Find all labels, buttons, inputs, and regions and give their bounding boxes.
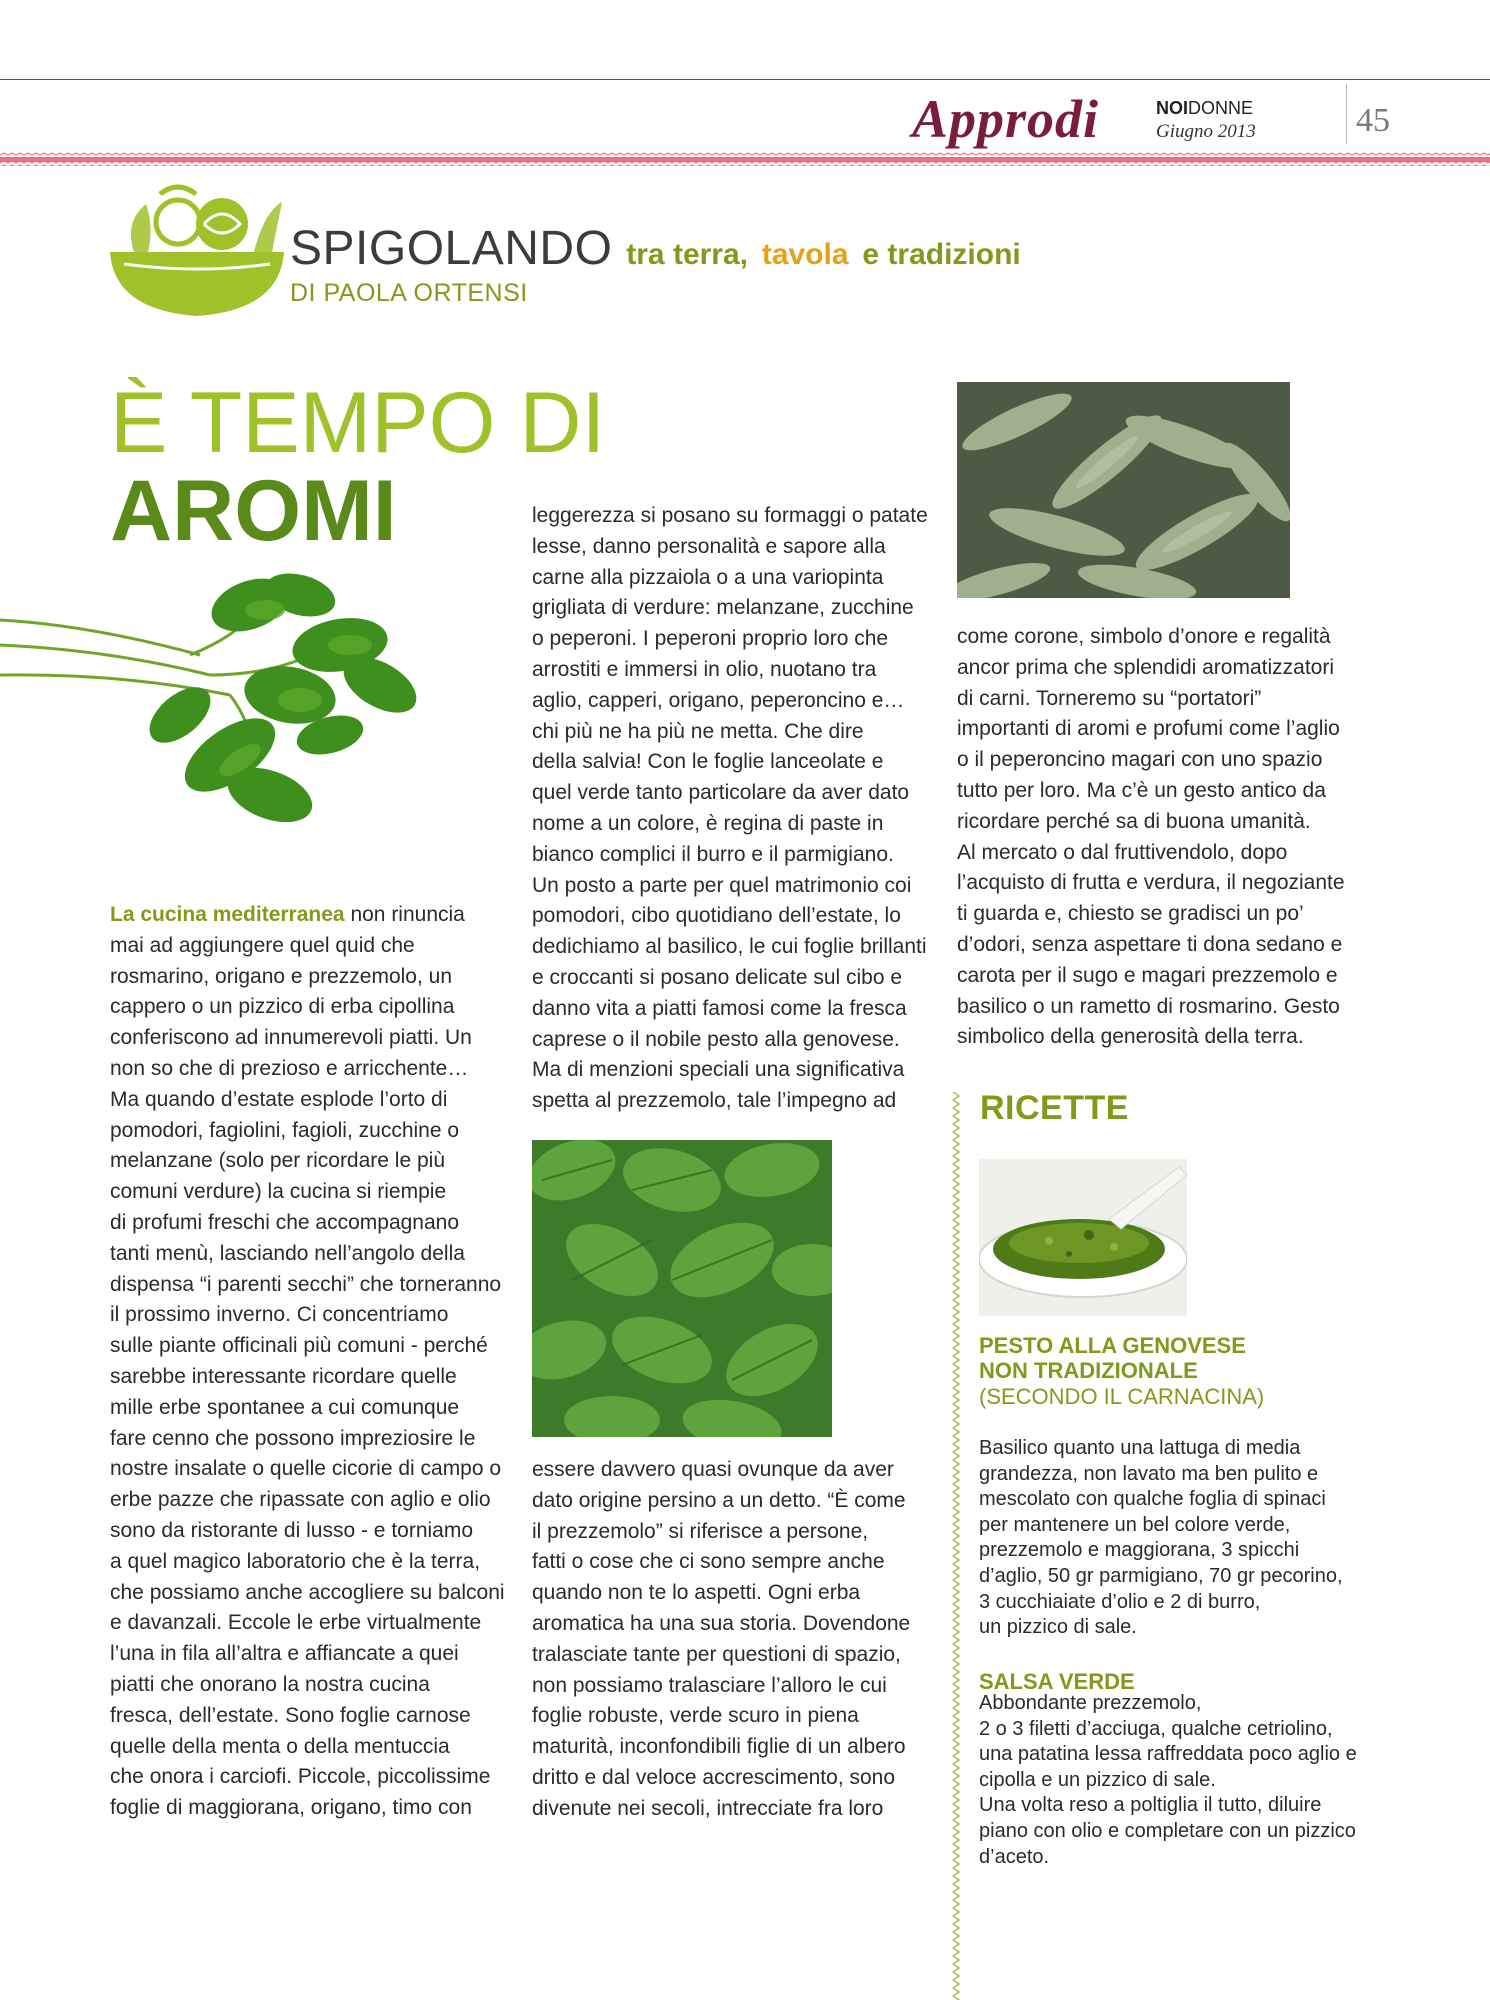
text-line: nostre insalate o quelle cicorie di campo o	[110, 1457, 502, 1481]
column-name	[290, 221, 1021, 276]
page-number: 45	[1356, 102, 1390, 139]
text-line: comuni verdure) la cucina si riempie	[110, 1180, 447, 1204]
magazine-name	[1156, 98, 1253, 119]
parsley-photo	[0, 565, 425, 885]
text-line: danno vita a piatti famosi come la fresca	[532, 996, 907, 1020]
text-line: quel verde tanto particolare da aver dato	[532, 781, 910, 805]
text-line: tutto per loro. Ma c’è un gesto antico da	[957, 778, 1326, 802]
column-1-lines	[110, 903, 505, 1819]
text-line: l’una in fila all’altra e affiancate a quei	[110, 1642, 459, 1666]
recipes-heading: RICETTE	[980, 1089, 1129, 1127]
recipe-line: per mantenere un bel colore verde,	[979, 1513, 1291, 1536]
text-line: fatti o cose che ci sono sempre anche	[532, 1550, 885, 1574]
text-line: mille erbe spontanee a cui comunque	[110, 1395, 460, 1419]
section-title: Approdi	[912, 89, 1100, 149]
text-line: sulle piante officinali più comuni - perché	[110, 1334, 488, 1358]
text-line: d’odori, senza aspettare ti dona sedano e	[957, 932, 1343, 956]
recipe-line: Abbondante prezzemolo,	[979, 1692, 1202, 1714]
headline-line2: AROMI	[110, 463, 397, 559]
text-line: pomodori, fagiolini, fagioli, zucchine o	[110, 1118, 460, 1142]
text-line: o il peperoncino magari con uno spazio	[957, 748, 1323, 772]
recipe-line: piano con olio e completare con un pizzico	[979, 1819, 1356, 1842]
text-line: il prezzemolo” si riferisce a persone,	[532, 1519, 869, 1543]
text-line: caprese o il nobile pesto alla genovese.	[532, 1027, 900, 1051]
recipe-line: d’aglio, 50 gr parmigiano, 70 gr pecorino,	[979, 1564, 1343, 1587]
text-line: leggerezza si posano su formaggi o patate	[532, 504, 928, 527]
text-line: e davanzali. Eccole le erbe virtualmente	[110, 1611, 482, 1635]
tagline-part2: tavola	[761, 238, 849, 271]
text-line: nome a un colore, è regina di paste in	[532, 811, 884, 835]
column-name-text: SPIGOLANDO	[290, 222, 613, 275]
text-line: spetta al prezzemolo, tale l’impegno ad	[532, 1089, 897, 1113]
text-line: foglie di maggiorana, origano, timo con	[110, 1796, 472, 1820]
text-line: fresca, dell’estate. Sono foglie carnose	[110, 1703, 471, 1727]
headline-line1: È TEMPO DI	[110, 375, 606, 471]
text-line: fare cenno che possono impreziosire le	[110, 1426, 476, 1450]
recipe-line: una patatina lessa raffreddata poco aglio e	[979, 1743, 1357, 1766]
recipe-line: mescolato con qualche foglia di spinaci	[979, 1488, 1326, 1511]
sage-photo	[957, 382, 1290, 598]
text-line: quelle della menta o della mentuccia	[110, 1734, 450, 1758]
text-line: grigliata di verdure: melanzane, zucchine	[532, 596, 914, 620]
text-line: di carni. Torneremo su “portatori”	[957, 686, 1262, 710]
text-line: bianco complici il burro e il parmigiano.	[532, 842, 894, 866]
pesto-photo	[979, 1159, 1187, 1316]
text-line: sono da ristorante di lusso - e torniamo	[110, 1518, 474, 1542]
recipe-line: Una volta reso a poltiglia il tutto, diluire	[979, 1794, 1322, 1817]
text-line: Ma di menzioni speciali una significativa	[532, 1058, 905, 1082]
text-line: foglie robuste, verde scuro in piena	[532, 1704, 859, 1728]
author-byline: DI PAOLA ORTENSI	[290, 279, 528, 307]
text-line: il prossimo inverno. Ci concentriamo	[110, 1303, 449, 1327]
text-line: che possiamo anche accogliere su balconi	[110, 1580, 505, 1604]
recipe-line: 3 cucchiaiate d’olio e 2 di burro,	[979, 1590, 1261, 1613]
text-line: ti guarda e, chiesto se gradisci un po’	[957, 902, 1304, 926]
text-line: Un posto a parte per quel matrimonio coi	[532, 873, 912, 897]
basil-photo	[532, 1140, 832, 1437]
magazine-name-bold: NOI	[1156, 98, 1189, 118]
text-line: simbolico della generosità della terra.	[957, 1025, 1304, 1049]
article-column-3	[957, 622, 1367, 1053]
bowl-logo-icon	[104, 182, 290, 320]
text-line: o peperoni. I peperoni proprio loro che	[532, 627, 889, 651]
header-divider	[1346, 84, 1347, 144]
text-line: aromatica ha una sua storia. Dovendone	[532, 1611, 911, 1635]
tagline-part1: tra terra,	[626, 238, 748, 271]
text-line: tralasciate tante per questioni di spazio,	[532, 1642, 901, 1666]
text-line: tanti menù, lasciando nell’angolo della	[110, 1241, 465, 1265]
recipe-line: un pizzico di sale.	[979, 1616, 1137, 1639]
article-column-1	[110, 900, 510, 1824]
text-line: non so che di prezioso e arricchente…	[110, 1056, 469, 1080]
text-line: come corone, simbolo d’onore e regalità	[957, 625, 1331, 648]
text-line: melanzane (solo per ricordare le più	[110, 1149, 446, 1173]
text-line: dritto e dal veloce accrescimento, sono	[532, 1765, 896, 1789]
text-line: non possiamo tralasciare l’alloro le cui	[532, 1673, 887, 1697]
recipe-zigzag-divider	[950, 1092, 962, 2000]
article-column-2-bottom	[532, 1455, 932, 1825]
text-line: e croccanti si posano delicate sul cibo e	[532, 965, 903, 989]
article-column-2-top	[532, 501, 932, 1117]
text-line: della salvia! Con le foglie lanceolate e	[532, 750, 884, 774]
text-line: dedichiamo al basilico, le cui foglie brillanti	[532, 935, 927, 959]
magazine-name-rest: DONNE	[1188, 98, 1254, 118]
recipe-line: prezzemolo e maggiorana, 3 spicchi	[979, 1539, 1300, 1562]
recipe-line: grandezza, non lavato ma ben pulito e	[979, 1462, 1319, 1485]
issue-date: Giugno 2013	[1156, 121, 1256, 142]
recipe-line: Basilico quanto una lattuga di media	[979, 1437, 1301, 1459]
text-line: sarebbe interessante ricordare quelle	[110, 1364, 457, 1388]
salsa-recipe-title: SALSA VERDE	[979, 1669, 1135, 1694]
pesto-recipe-text	[979, 1436, 1379, 1641]
text-line: maturità, inconfondibili figlie di un albero	[532, 1735, 906, 1759]
text-line: carne alla pizzaiola o a una variopinta	[532, 565, 884, 589]
recipe-line: d’aceto.	[979, 1845, 1050, 1868]
text-line: divenute nei secoli, intrecciate fra loro	[532, 1796, 884, 1820]
pesto-recipe-subtitle: (SECONDO IL CARNACINA)	[979, 1384, 1265, 1409]
text-line: l’acquisto di frutta e verdura, il negoziante	[957, 871, 1345, 895]
recipe-line: 2 o 3 filetti d’acciuga, qualche cetriolino,	[979, 1717, 1333, 1740]
text-line: erbe pazze che ripassate con aglio e olio	[110, 1488, 491, 1512]
text-line: non rinuncia	[344, 903, 465, 926]
recipe-line: cipolla e un pizzico di sale.	[979, 1768, 1216, 1791]
text-line: Al mercato o dal fruttivendolo, dopo	[957, 840, 1288, 864]
text-line: pomodori, cibo quotidiano dell’estate, lo	[532, 904, 901, 928]
text-line: ricordare perché sa di buona umanità.	[957, 809, 1311, 833]
text-line: conferiscono ad innumerevoli piatti. Un	[110, 1026, 472, 1050]
text-line: piatti che onorano la nostra cucina	[110, 1672, 430, 1696]
text-line: chi più ne ha più ne metta. Che dire	[532, 719, 864, 743]
text-line: dato origine persino a un detto. “È come	[532, 1488, 906, 1512]
text-line: ancor prima che splendidi aromatizzatori	[957, 655, 1335, 679]
text-line: dispensa “i parenti secchi” che torneranno	[110, 1272, 502, 1296]
text-line: lesse, danno personalità e sapore alla	[532, 534, 886, 558]
pesto-recipe-title	[979, 1333, 1339, 1383]
text-line: essere davvero quasi ovunque da aver	[532, 1458, 894, 1481]
tagline-part3: e tradizioni	[862, 238, 1021, 271]
salsa-recipe-text	[979, 1691, 1379, 1870]
text-line: carota per il sugo e magari prezzemolo e	[957, 963, 1338, 987]
lead-in: La cucina mediterranea	[110, 903, 345, 926]
text-line: a quel magico laboratorio che è la terra,	[110, 1549, 481, 1573]
text-line: di profumi freschi che accompagnano	[110, 1210, 460, 1234]
text-line: Ma quando d’estate esplode l’orto di	[110, 1087, 448, 1111]
pink-zigzag-rule	[0, 152, 1490, 166]
text-line: mai ad aggiungere quel quid che	[110, 933, 415, 957]
top-rule	[0, 79, 1490, 80]
text-line: che onora i carciofi. Piccole, piccolissime	[110, 1765, 491, 1789]
text-line: rosmarino, origano e prezzemolo, un	[110, 964, 453, 988]
text-line: importanti di aromi e profumi come l’aglio	[957, 717, 1340, 741]
text-line: cappero o un pizzico di erba cipollina	[110, 995, 455, 1019]
text-line: arrostiti e immersi in olio, nuotano tra	[532, 657, 877, 681]
text-line: quando non te lo aspetti. Ogni erba	[532, 1581, 861, 1605]
text-line: aglio, capperi, origano, peperoncino e…	[532, 688, 905, 712]
pesto-title-line2: NON TRADIZIONALE	[979, 1358, 1198, 1383]
text-line: basilico o un rametto di rosmarino. Gesto	[957, 994, 1340, 1018]
pesto-title-line1: PESTO ALLA GENOVESE	[979, 1333, 1246, 1358]
